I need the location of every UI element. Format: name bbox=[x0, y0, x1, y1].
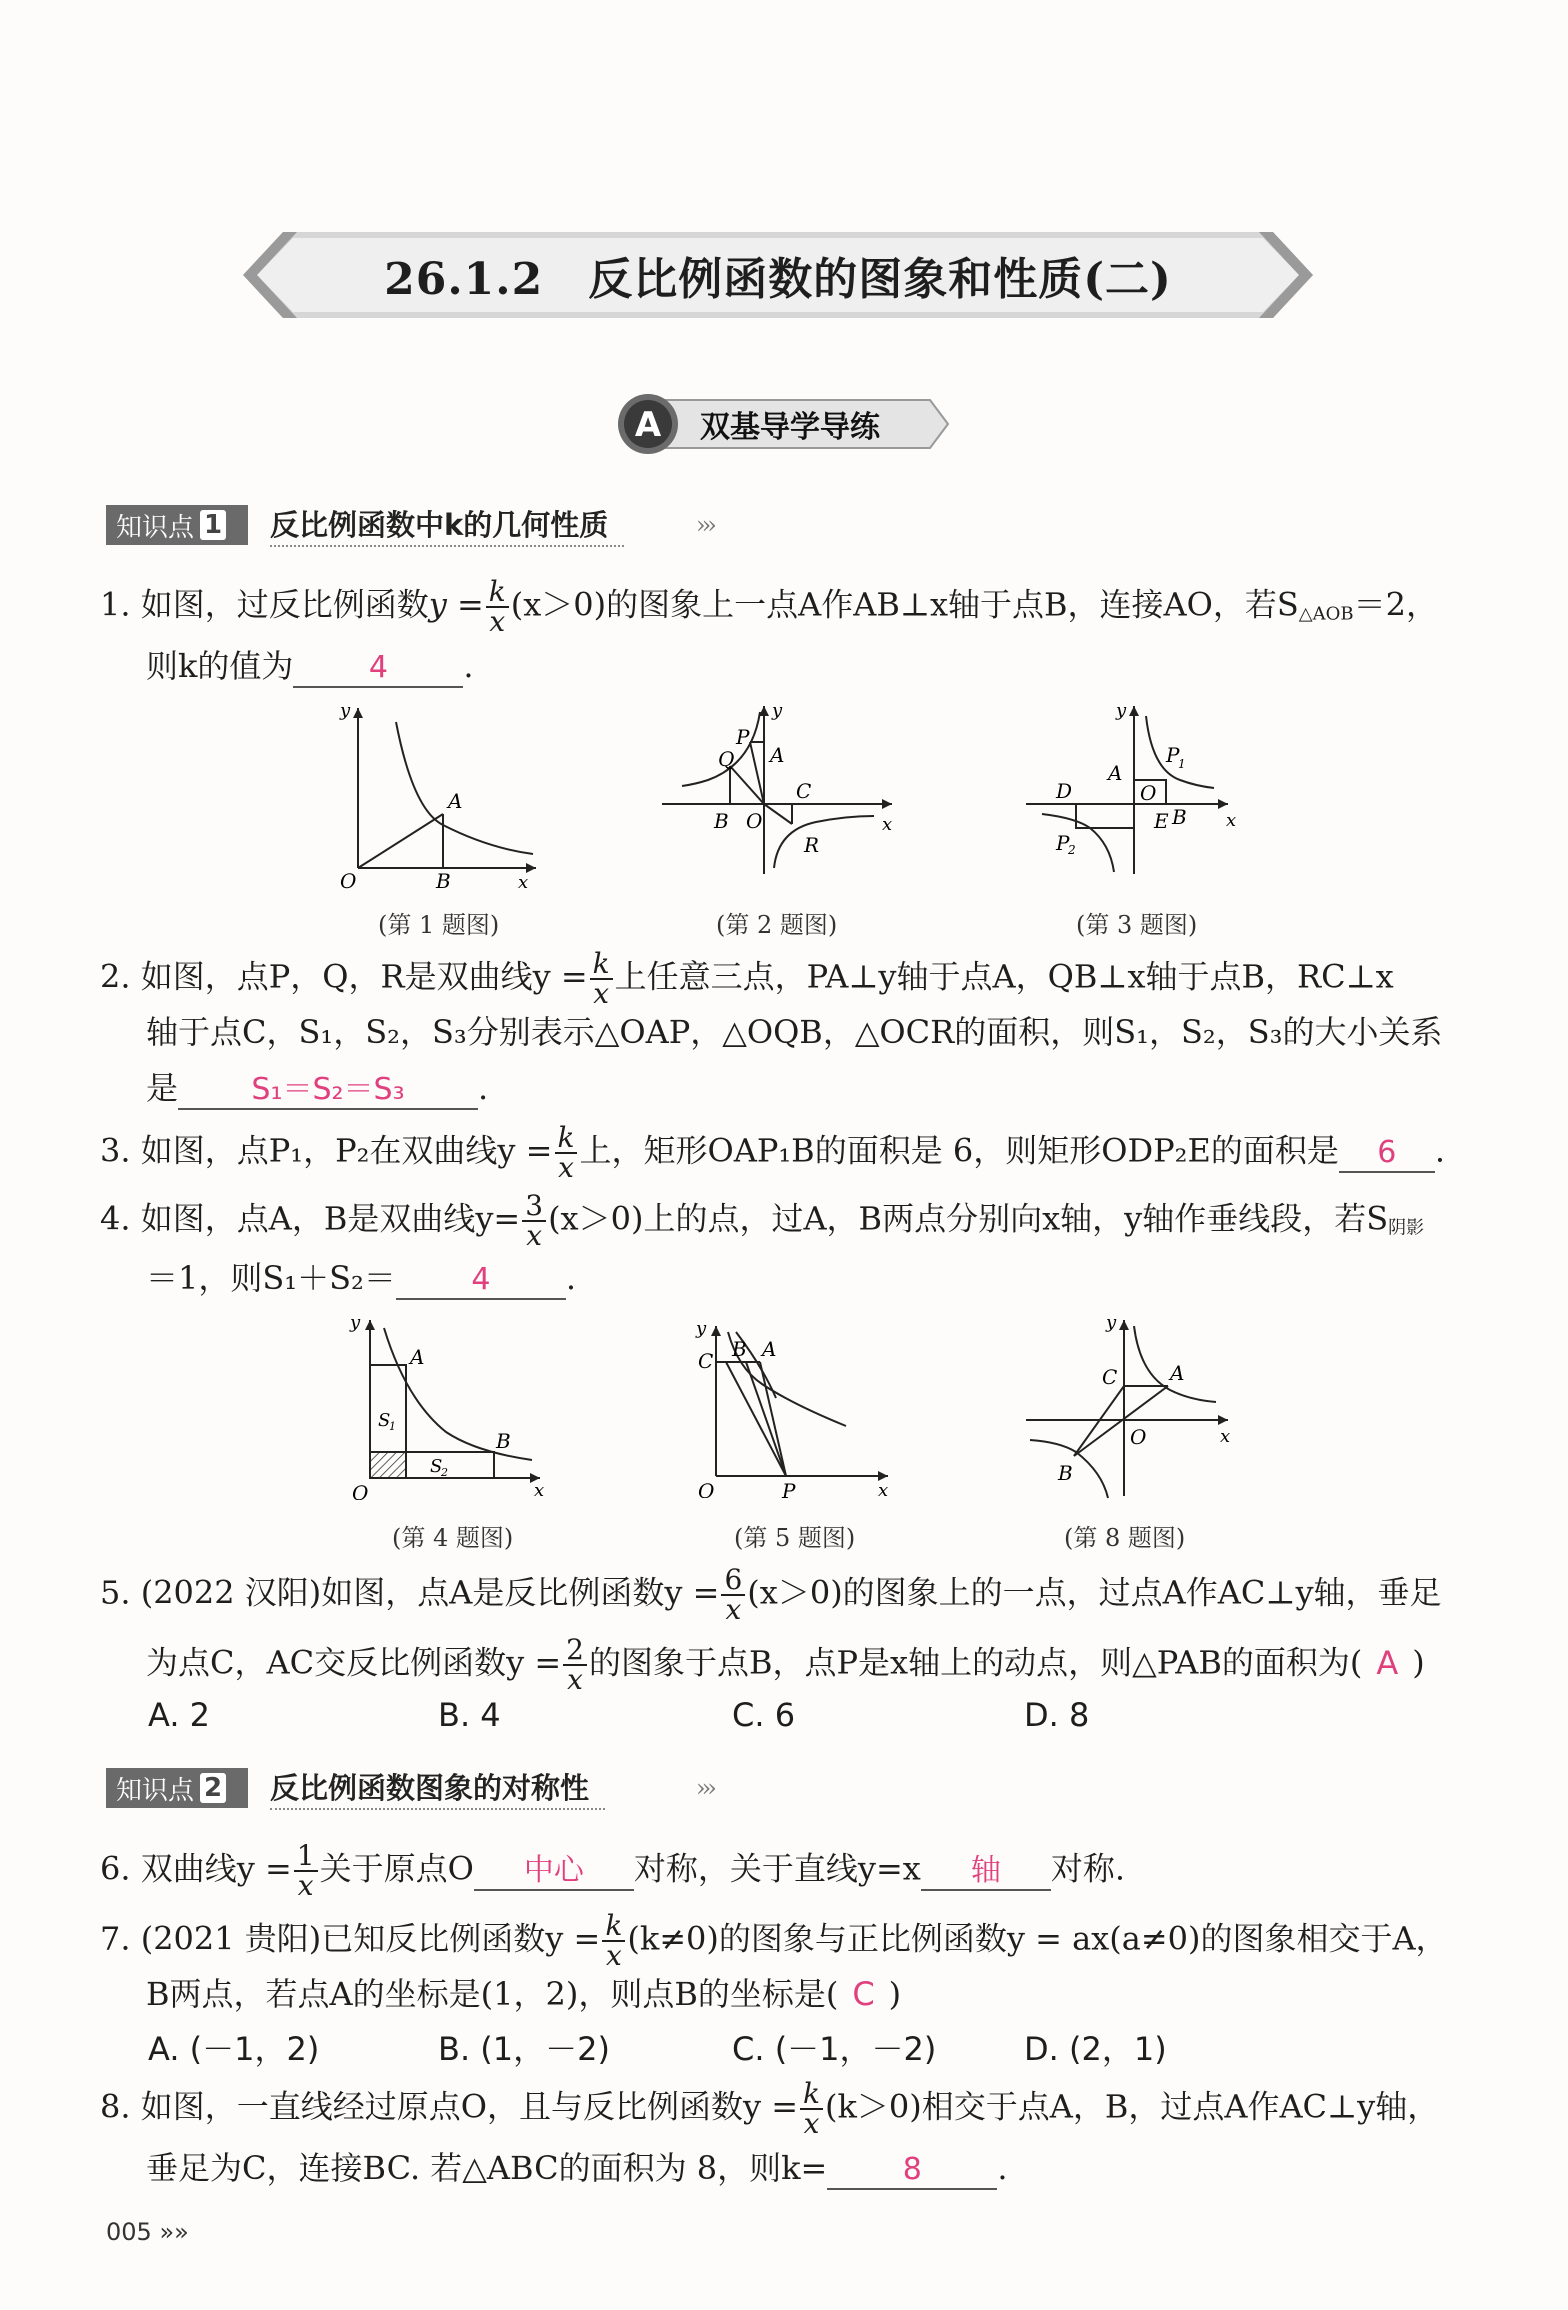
svg-text:E: E bbox=[1154, 809, 1169, 833]
svg-text:B: B bbox=[732, 1337, 747, 1361]
question-4-line2: ＝1，则S₁＋S₂＝ 4 . bbox=[146, 1256, 576, 1300]
figure-1 bbox=[318, 700, 548, 894]
q6-answer-blank-1[interactable]: 中心 bbox=[474, 1853, 634, 1891]
question-2-line1: 2. 如图，点P，Q，R是双曲线y = $\frac{k}{x}$ 上任意三点，PA⊥y轴于点A，QB⊥x轴于点B，RC⊥x bbox=[100, 947, 1394, 1010]
question-7-line1: 7. (2021 贵阳)已知反比例函数y = $\frac{k}{x}$ (k≠0)的图象与正比例函数y = ax(a≠0)的图象相交于A， bbox=[100, 1909, 1448, 1972]
svg-text:O: O bbox=[1130, 1425, 1147, 1449]
svg-text:A: A bbox=[448, 789, 463, 813]
question-1-line2: 则k的值为 4 . bbox=[146, 644, 474, 688]
svg-text:O: O bbox=[746, 809, 763, 833]
question-7-line2: B两点，若点A的坐标是(1，2)，则点B的坐标是( C ) bbox=[146, 1975, 902, 2013]
q5-option-a[interactable]: A. 2 bbox=[148, 1696, 211, 1734]
kp1-arrows-icon: ››› bbox=[696, 511, 713, 539]
kp2-header bbox=[106, 1768, 746, 1812]
svg-text:S: S bbox=[430, 1456, 443, 1477]
svg-text:x: x bbox=[518, 872, 529, 890]
svg-text:y: y bbox=[772, 700, 783, 721]
svg-text:x: x bbox=[882, 814, 893, 835]
svg-text:P: P bbox=[1166, 743, 1180, 767]
figure-2 bbox=[656, 700, 906, 884]
figure-3 bbox=[1016, 700, 1256, 884]
figure-5-caption: (第 5 题图) bbox=[734, 1524, 856, 1552]
q2-answer-blank[interactable]: S₁＝S₂＝S₃ bbox=[178, 1072, 478, 1110]
figure-8 bbox=[1020, 1312, 1250, 1506]
figure-4 bbox=[326, 1310, 556, 1504]
figure-1-caption: (第 1 题图) bbox=[378, 911, 500, 939]
question-4-line1: 4. 如图，点A，B是双曲线y= $\frac{3}{x}$ (x＞0)上的点，过A，B两点分别向x轴，y轴作垂线段，若$S_{阴影}$ bbox=[100, 1189, 1425, 1252]
svg-text:2: 2 bbox=[441, 1466, 448, 1479]
kp1-title: 反比例函数中k的几何性质 bbox=[270, 505, 624, 547]
svg-text:C: C bbox=[698, 1349, 714, 1373]
fraction-k-over-x: $\frac{k}{x}$ bbox=[486, 578, 509, 636]
q3-answer-blank[interactable]: 6 bbox=[1339, 1135, 1435, 1173]
svg-text:A: A bbox=[410, 1345, 425, 1369]
q7-option-a[interactable]: A. (－1，2) bbox=[148, 2030, 320, 2068]
svg-text:x: x bbox=[1226, 810, 1237, 831]
figure-4-caption: (第 4 题图) bbox=[392, 1524, 514, 1552]
q1-answer-blank[interactable]: 4 bbox=[293, 650, 463, 688]
q4-answer-blank[interactable]: 4 bbox=[396, 1262, 566, 1300]
svg-text:1: 1 bbox=[389, 1420, 396, 1433]
question-2-line2: 轴于点C，S₁，S₂，S₃分别表示△OAP，△OQB，△OCR的面积，则S₁，S₂，S₃的大小关系 bbox=[146, 1013, 1443, 1051]
svg-text:x: x bbox=[534, 1480, 545, 1500]
kp2-tag: 知识点 2 bbox=[106, 1768, 248, 1808]
question-1-line1: 1. 如图，过反比例函数y = $\frac{k}{x}$ (x＞0)的图象上一点A作AB⊥x轴于点B，连接AO，若$S_{\triangle AOB}=2$， bbox=[100, 575, 1438, 638]
question-3: 3. 如图，点P₁，P₂在双曲线y = $\frac{k}{x}$ 上，矩形OAP₁B的面积是 6，则矩形ODP₂E的面积是 6 . bbox=[100, 1121, 1446, 1184]
svg-text:C: C bbox=[796, 779, 812, 803]
question-8-line1: 8. 如图，一直线经过原点O，且与反比例函数y = $\frac{k}{x}$ (k＞0)相交于点A，B，过点A作AC⊥y轴， bbox=[100, 2077, 1440, 2140]
svg-text:B: B bbox=[1058, 1461, 1073, 1485]
svg-text:O: O bbox=[340, 869, 357, 890]
q5-answer[interactable]: A bbox=[1376, 1643, 1399, 1682]
svg-text:x: x bbox=[1220, 1426, 1231, 1447]
svg-text:B: B bbox=[436, 869, 451, 890]
page-title: 26.1.2 反比例函数的图象和性质(二) bbox=[384, 254, 1172, 305]
svg-text:B: B bbox=[1172, 805, 1187, 829]
section-a-label: 双基导学导练 bbox=[700, 410, 880, 445]
section-a-heading bbox=[612, 392, 952, 456]
q7-option-c[interactable]: C. (－1，－2) bbox=[732, 2030, 937, 2068]
svg-text:P: P bbox=[736, 725, 750, 749]
kp1-number: 1 bbox=[200, 510, 226, 540]
svg-text:A: A bbox=[770, 743, 785, 767]
svg-text:1: 1 bbox=[1178, 757, 1186, 771]
svg-text:A: A bbox=[1170, 1361, 1185, 1385]
svg-text:x: x bbox=[878, 1480, 889, 1498]
svg-text:B: B bbox=[714, 809, 729, 833]
svg-text:R: R bbox=[804, 833, 820, 857]
svg-text:P: P bbox=[782, 1479, 796, 1498]
svg-text:y: y bbox=[1106, 1312, 1117, 1333]
svg-text:P: P bbox=[1056, 831, 1070, 855]
q7-answer[interactable]: C bbox=[852, 1975, 875, 2013]
svg-text:A: A bbox=[762, 1337, 777, 1361]
svg-text:D: D bbox=[1056, 779, 1073, 803]
svg-text:S: S bbox=[378, 1410, 391, 1431]
section-a-letter: A bbox=[634, 405, 662, 445]
figure-8-caption: (第 8 题图) bbox=[1064, 1524, 1186, 1552]
kp2-arrows-icon: ››› bbox=[696, 1774, 713, 1802]
svg-text:O: O bbox=[1140, 781, 1157, 805]
svg-text:B: B bbox=[496, 1429, 511, 1453]
figure-2-caption: (第 2 题图) bbox=[716, 911, 838, 939]
svg-text:A: A bbox=[1108, 761, 1123, 785]
svg-text:y: y bbox=[1116, 700, 1127, 721]
question-8-line2: 垂足为C，连接BC. 若△ABC的面积为 8，则k= 8 . bbox=[146, 2146, 1008, 2190]
question-2-line3: 是 S₁＝S₂＝S₃ . bbox=[146, 1066, 488, 1110]
question-5-line2: 为点C，AC交反比例函数y = $\frac{2}{x}$ 的图象于点B，点P是x轴上的动点，则△PAB的面积为( A ) bbox=[146, 1633, 1425, 1696]
kp2-number: 2 bbox=[200, 1773, 226, 1803]
svg-text:O: O bbox=[352, 1481, 369, 1500]
q5-option-b[interactable]: B. 4 bbox=[438, 1696, 501, 1734]
kp2-title: 反比例函数图象的对称性 bbox=[270, 1768, 605, 1810]
svg-text:C: C bbox=[1102, 1365, 1118, 1389]
figure-3-caption: (第 3 题图) bbox=[1076, 911, 1198, 939]
q5-option-c[interactable]: C. 6 bbox=[732, 1696, 796, 1734]
figure-5 bbox=[680, 1318, 910, 1502]
svg-text:y: y bbox=[696, 1318, 707, 1339]
svg-text:O: O bbox=[698, 1479, 715, 1498]
svg-text:Q: Q bbox=[718, 747, 735, 771]
title-banner bbox=[243, 232, 1313, 318]
q7-option-d[interactable]: D. (2，1) bbox=[1024, 2030, 1167, 2068]
svg-text:y: y bbox=[340, 700, 351, 721]
question-5-line1: 5. (2022 汉阳)如图，点A是反比例函数y = $\frac{6}{x}$ (x＞0)的图象上的一点，过点A作AC⊥y轴，垂足 bbox=[100, 1563, 1442, 1626]
svg-text:y: y bbox=[350, 1312, 361, 1333]
kp1-header bbox=[106, 505, 746, 549]
svg-text:2: 2 bbox=[1068, 843, 1076, 857]
page-number: 005 »» bbox=[106, 2218, 189, 2246]
q6-answer-blank-2[interactable]: 轴 bbox=[921, 1853, 1051, 1891]
q8-answer-blank[interactable]: 8 bbox=[827, 2152, 997, 2190]
q7-option-b[interactable]: B. (1，－2) bbox=[438, 2030, 610, 2068]
kp1-tag: 知识点 1 bbox=[106, 505, 248, 545]
q5-option-d[interactable]: D. 8 bbox=[1024, 1696, 1090, 1734]
question-6: 6. 双曲线y = $\frac{1}{x}$ 关于原点O 中心 对称，关于直线y=x 轴 对称. bbox=[100, 1839, 1125, 1902]
